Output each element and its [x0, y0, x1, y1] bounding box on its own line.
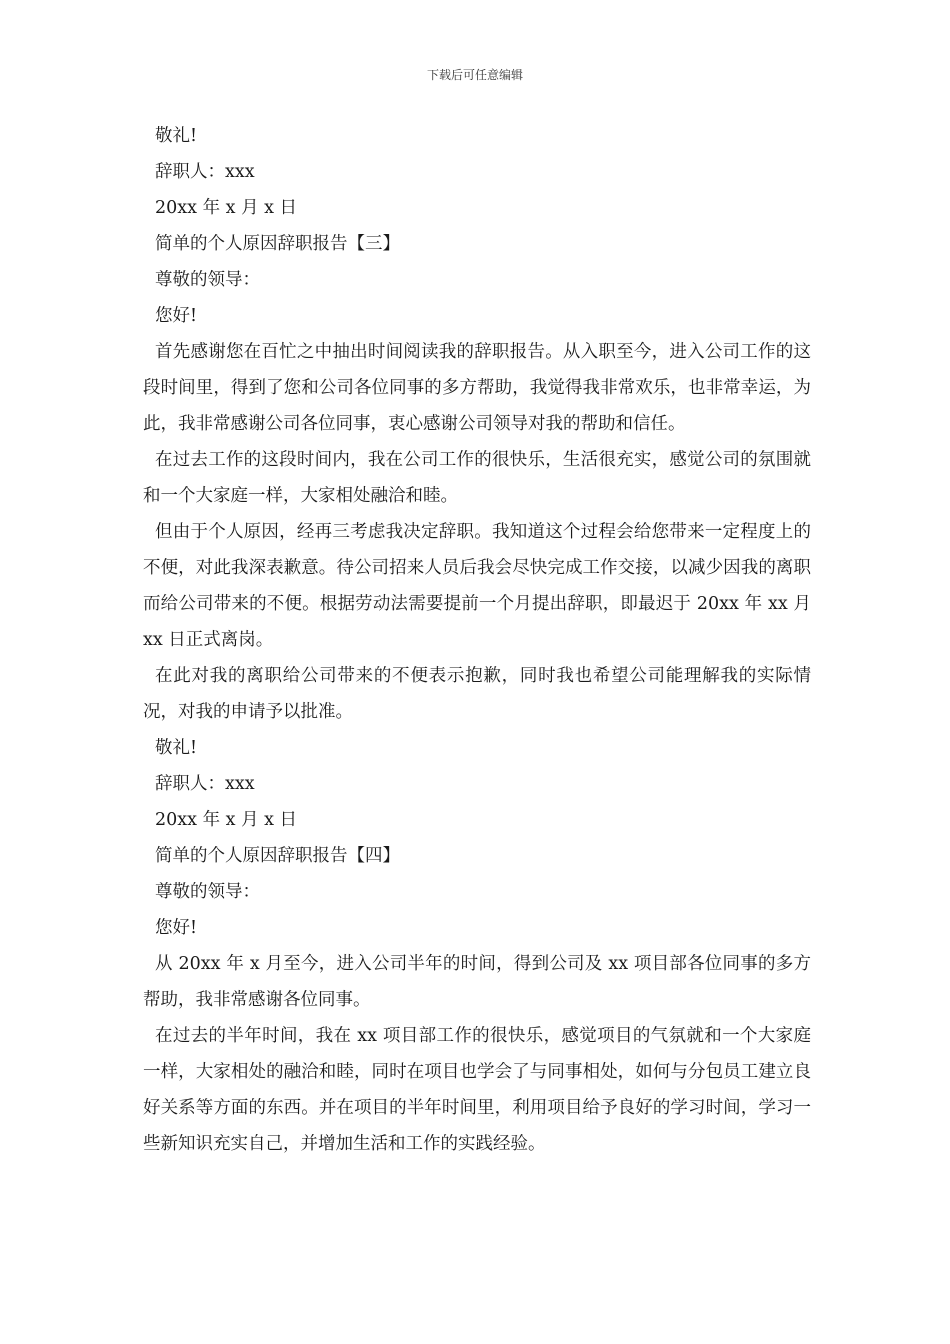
greeting-addressee: 尊敬的领导：	[155, 882, 260, 902]
paragraph: 在过去的半年时间，我在 xx 项目部工作的很快乐，感觉项目的气氛就和一个大家庭一样，大家相处的融洽和睦，同时在项目也学会了与同事相处，如何与分包员工建立良好关系等方面的东西。并在项目的半年时间里，利用项目给予良好的学习时间，学习一些新知识充实自己，并增加生活和工作的实践经验。	[143, 1026, 811, 1154]
closing-salutation: 敬礼!	[155, 126, 198, 146]
document-body	[143, 118, 811, 1162]
section-title-three: 简单的个人原因辞职报告【三】	[155, 234, 400, 254]
signature-line: 辞职人：xxx	[155, 774, 255, 794]
page-header-note: 下载后可任意编辑	[426, 68, 523, 82]
date-line: 20xx 年 x 月 x 日	[155, 810, 298, 830]
paragraph: 在过去工作的这段时间内，我在公司工作的很快乐，生活很充实，感觉公司的氛围就和一个大家庭一样，大家相处融洽和睦。	[143, 450, 811, 506]
date-line: 20xx 年 x 月 x 日	[155, 198, 298, 218]
paragraph: 首先感谢您在百忙之中抽出时间阅读我的辞职报告。从入职至今，进入公司工作的这段时间里，得到了您和公司各位同事的多方帮助，我觉得我非常欢乐，也非常幸运，为此，我非常感谢公司各位同事，衷心感谢公司领导对我的帮助和信任。	[143, 342, 811, 434]
paragraph: 从 20xx 年 x 月至今，进入公司半年的时间，得到公司及 xx 项目部各位同事的多方帮助，我非常感谢各位同事。	[143, 954, 811, 1010]
signature-line: 辞职人：xxx	[155, 162, 255, 182]
closing-salutation: 敬礼!	[155, 738, 198, 758]
greeting-hello: 您好!	[155, 306, 198, 326]
section-title-four: 简单的个人原因辞职报告【四】	[155, 846, 400, 866]
greeting-addressee: 尊敬的领导：	[155, 270, 260, 290]
paragraph: 但由于个人原因，经再三考虑我决定辞职。我知道这个过程会给您带来一定程度上的不便，对此我深表歉意。待公司招来人员后我会尽快完成工作交接，以减少因我的离职而给公司带来的不便。根据劳动法需要提前一个月提出辞职，即最迟于 20xx 年 xx 月 xx 日正式离岗。	[143, 522, 811, 650]
greeting-hello: 您好!	[155, 918, 198, 938]
paragraph: 在此对我的离职给公司带来的不便表示抱歉，同时我也希望公司能理解我的实际情况，对我的申请予以批准。	[143, 666, 811, 722]
